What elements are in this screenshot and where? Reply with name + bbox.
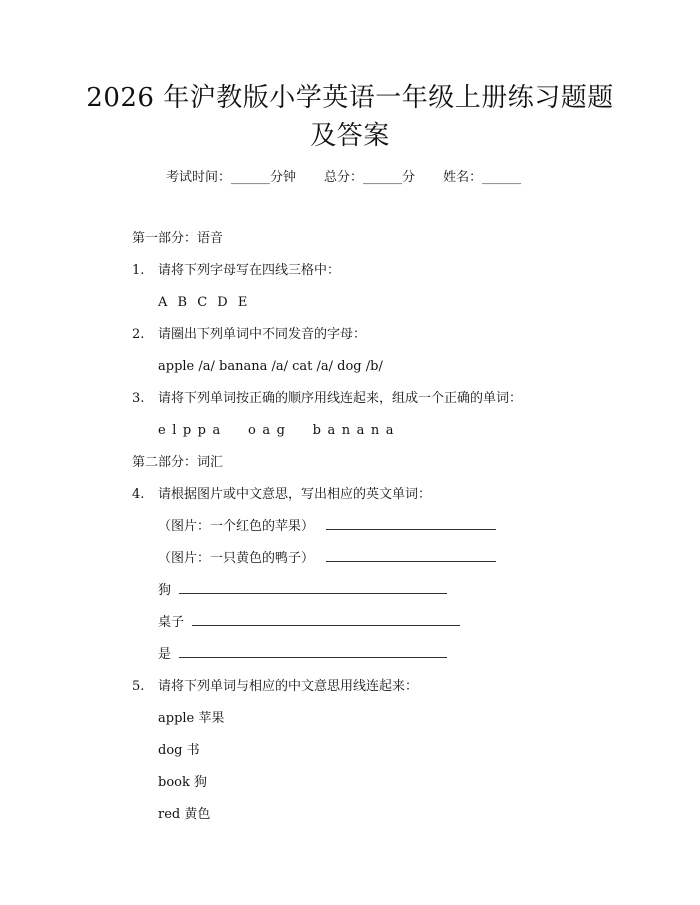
time-blank: ______ xyxy=(231,170,271,185)
q4-number: 4. xyxy=(132,487,145,502)
page-title-line2: 及答案 xyxy=(310,121,390,151)
score-unit: 分 xyxy=(402,170,416,185)
q3-text: 请将下列单词按正确的顺序用线连起来，组成一个正确的单词： xyxy=(158,391,523,406)
q4-text: 请根据图片或中文意思，写出相应的英文单词： xyxy=(158,487,432,502)
q4-item xyxy=(158,549,496,569)
q4-item-label: （图片：一只黄色的鸭子） xyxy=(158,551,315,566)
q4-item-label: 桌子 xyxy=(158,615,185,630)
q4-item-label: （图片：一个红色的苹果） xyxy=(158,519,315,534)
q4-item xyxy=(158,645,447,665)
q1-text: 请将下列字母写在四线三格中： xyxy=(158,263,341,278)
section1-heading: 第一部分：语音 xyxy=(132,231,224,246)
q5-pair: red 黄色 xyxy=(158,807,211,822)
q5-pair: book 狗 xyxy=(158,775,207,790)
q1-letters: A B C D E xyxy=(158,295,251,310)
answer-line[interactable] xyxy=(179,581,447,594)
answer-line[interactable] xyxy=(179,645,447,658)
q4-item xyxy=(158,581,447,601)
answer-line[interactable] xyxy=(326,517,496,530)
page-title-line1: 2026 年沪教版小学英语一年级上册练习题题 xyxy=(86,83,614,113)
q4-item-label: 狗 xyxy=(158,583,172,598)
q4-item-label: 是 xyxy=(158,647,172,662)
q4-item xyxy=(158,517,496,537)
q5-number: 5. xyxy=(132,679,145,694)
section2-heading: 第二部分：词汇 xyxy=(132,455,224,470)
time-label: 考试时间： xyxy=(166,170,232,185)
name-blank: ______ xyxy=(482,170,522,185)
score-label: 总分： xyxy=(324,170,364,185)
time-unit: 分钟 xyxy=(270,170,297,185)
q5-pair: dog 书 xyxy=(158,743,200,758)
q1-number: 1. xyxy=(132,263,145,278)
q4-item xyxy=(158,613,460,633)
q5-pair: apple 苹果 xyxy=(158,711,225,726)
q2-number: 2. xyxy=(132,327,145,342)
q3-number: 3. xyxy=(132,391,145,406)
exam-meta xyxy=(166,168,521,188)
answer-line[interactable] xyxy=(192,613,460,626)
q3-scrambled-words: elppa oag banana xyxy=(158,423,400,438)
answer-line[interactable] xyxy=(326,549,496,562)
q5-text: 请将下列单词与相应的中文意思用线连起来： xyxy=(158,679,419,694)
q2-text: 请圈出下列单词中不同发音的字母： xyxy=(158,327,367,342)
score-blank: ______ xyxy=(363,170,403,185)
name-label: 姓名： xyxy=(443,170,483,185)
q2-words: apple /a/ banana /a/ cat /a/ dog /b/ xyxy=(158,359,383,374)
